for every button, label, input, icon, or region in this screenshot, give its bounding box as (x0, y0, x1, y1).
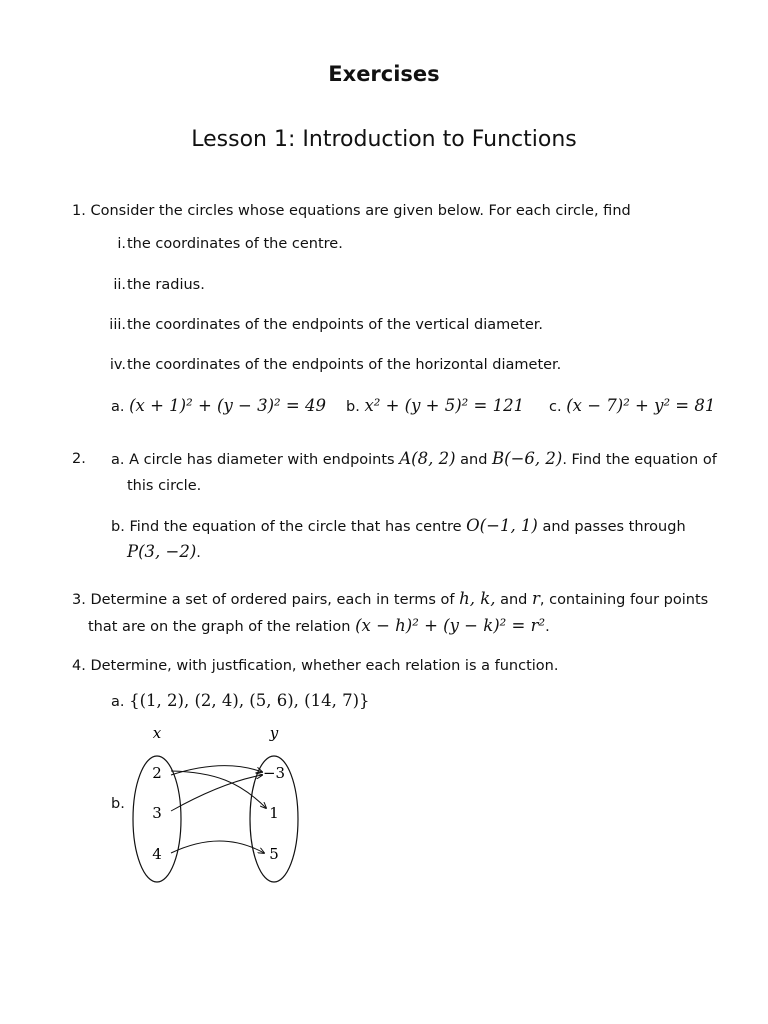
lesson-title: Lesson 1: Introduction to Functions (191, 127, 577, 152)
mapping-arrow (171, 771, 266, 808)
subitem-label: ii. (113, 277, 126, 293)
question-2b (111, 516, 686, 537)
equation-math: x² + (y + 5)² = 121 (364, 396, 525, 415)
domain-value: 3 (152, 804, 162, 822)
period: . (545, 619, 550, 635)
point-p: P(3, −2) (127, 542, 197, 561)
mapping-diagram (125, 722, 315, 887)
part-label: b. (111, 519, 125, 535)
range-value: −3 (262, 764, 286, 782)
range-value: 1 (269, 804, 279, 822)
domain-value: 2 (152, 764, 162, 782)
variable-r: r (531, 589, 540, 608)
centre-point: O(−1, 1) (466, 516, 538, 535)
ordered-pairs-set: {(1, 2), (2, 4), (5, 6), (14, 7)} (129, 691, 370, 710)
equation-c (549, 396, 715, 417)
part-label: a. (111, 452, 125, 468)
equation-label: c. (549, 399, 562, 415)
point-a: A(8, 2) (399, 449, 456, 468)
question-text: that are on the graph of the relation (88, 619, 351, 635)
range-value: 5 (269, 845, 279, 863)
conjunction: and (460, 452, 488, 468)
question-1 (72, 201, 631, 221)
variables: h, k, (459, 589, 496, 608)
equation-label: b. (346, 399, 360, 415)
equation-label: a. (111, 399, 125, 415)
equation-a (111, 396, 326, 417)
part-text: Find the equation of the circle that has centre (129, 519, 462, 535)
mapping-arrow (171, 766, 262, 775)
question-prompt: Determine, with justfication, whether each relation is a function. (90, 658, 559, 674)
question-text: Determine a set of ordered pairs, each in terms of (90, 592, 455, 608)
subitem-label: iii. (109, 317, 126, 333)
question-number: 1. (72, 203, 86, 219)
subitem-text: the coordinates of the endpoints of the horizontal diameter. (127, 357, 562, 373)
question-number: 3. (72, 592, 86, 608)
subitem-text: the coordinates of the endpoints of the vertical diameter. (127, 317, 544, 333)
part-label: b. (111, 796, 125, 812)
period: . (196, 545, 201, 561)
equation-math: (x − 7)² + y² = 81 (566, 396, 716, 415)
part-text: A circle has diameter with endpoints (129, 452, 395, 468)
conjunction: and (500, 592, 528, 608)
question-3 (72, 589, 708, 610)
subitem-label: iv. (109, 357, 126, 373)
question-4a (111, 691, 370, 712)
question-prompt: Consider the circles whose equations are given below. For each circle, find (90, 203, 631, 219)
question-4 (72, 656, 558, 676)
part-text: and passes through (542, 519, 686, 535)
part-text: . Find the equation of (562, 452, 717, 468)
part-label: a. (111, 694, 125, 710)
part-text-continued: this circle. (127, 478, 202, 494)
x-axis-label: x (152, 724, 162, 742)
domain-value: 4 (152, 845, 162, 863)
mapping-arrow (171, 841, 264, 853)
y-axis-label: y (269, 724, 279, 742)
subitem-text: the radius. (127, 277, 205, 293)
question-2a (111, 449, 717, 470)
question-3-continued (88, 616, 550, 637)
subitem-text: the coordinates of the centre. (127, 236, 343, 252)
relation-equation: (x − h)² + (y − k)² = r² (355, 616, 546, 635)
question-text: , containing four points (539, 592, 709, 608)
equation-math: (x + 1)² + (y − 3)² = 49 (129, 396, 326, 415)
equation-b (346, 396, 524, 417)
point-b: B(−6, 2) (492, 449, 563, 468)
question-number: 2. (72, 451, 86, 467)
question-number: 4. (72, 658, 86, 674)
page-title: Exercises (328, 62, 440, 86)
question-2b-continued (127, 542, 201, 563)
subitem-label: i. (117, 236, 126, 252)
